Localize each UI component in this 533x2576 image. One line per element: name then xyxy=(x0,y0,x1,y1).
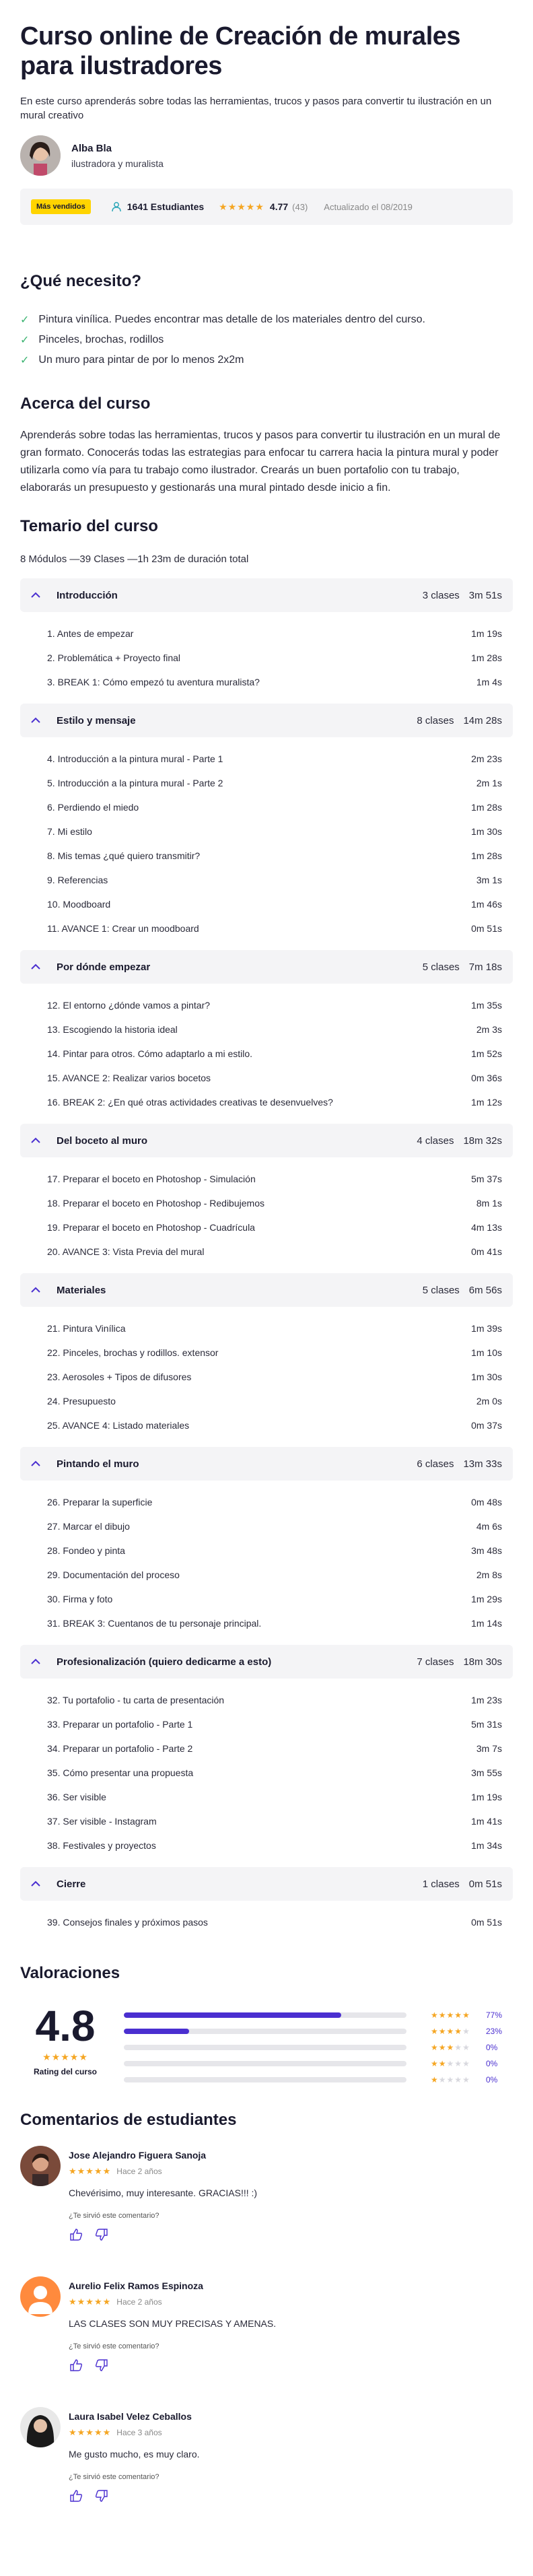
lesson-item[interactable] xyxy=(20,1042,513,1066)
rating-stars-icon: ★★★★★ xyxy=(219,201,264,212)
rating-bar-track xyxy=(124,2045,406,2050)
lesson-item[interactable] xyxy=(20,1389,513,1413)
module-duration: 3m 51s xyxy=(468,589,502,601)
lesson-title[interactable]: 12. El entorno ¿dónde vamos a pintar? xyxy=(47,1000,211,1011)
lesson-duration: 1m 10s xyxy=(471,1347,502,1358)
requirement-text: Pintura vinílica. Puedes encontrar mas detalle de los materiales dentro del curso. xyxy=(38,314,425,325)
rating-bar-track xyxy=(124,2077,406,2082)
about-text: Aprenderás sobre todas las herramientas, trucos y pasos para convertir tu ilustración en un mural de gran formato. Conocerás todas las estrategias para enfocar tu carrera hacia la pintura mural y poder utilizarla como vía para tu trabajo como ilustrador. Crearás un buen portafolio con tu trabajo, elaborarás un presupuesto y gestionarás una mural pintado desde inicio a fin. xyxy=(20,430,501,494)
lesson-item[interactable] xyxy=(20,1563,513,1587)
lesson-list xyxy=(20,1679,513,1867)
module-title: Materiales xyxy=(57,1284,106,1296)
lesson-duration: 2m 0s xyxy=(476,1396,502,1406)
comment-item xyxy=(20,2146,513,2276)
module-header[interactable] xyxy=(20,950,513,984)
module-duration: 13m 33s xyxy=(463,1458,502,1470)
author-role: ilustradora y muralista xyxy=(71,158,164,169)
lesson-title[interactable]: 37. Ser visible - Instagram xyxy=(47,1816,157,1827)
lesson-title[interactable]: 4. Introducción a la pintura mural - Parte 1 xyxy=(47,753,223,764)
rating-count: (43) xyxy=(292,201,308,212)
lesson-duration: 1m 46s xyxy=(471,899,502,910)
rating-bar-fill xyxy=(124,2012,341,2018)
thumbs-up-icon[interactable] xyxy=(69,2489,83,2503)
syllabus-heading: Temario del curso xyxy=(20,517,158,535)
module-duration: 18m 30s xyxy=(463,1656,502,1668)
lesson-duration: 1m 4s xyxy=(476,677,502,687)
comment-feedback xyxy=(69,2489,200,2503)
lesson-item[interactable] xyxy=(20,1514,513,1538)
lesson-item[interactable] xyxy=(20,1240,513,1264)
lesson-duration: 1m 12s xyxy=(471,1097,502,1108)
lesson-duration: 1m 19s xyxy=(471,628,502,639)
lesson-title[interactable]: 11. AVANCE 1: Crear un moodboard xyxy=(47,923,199,934)
lesson-item[interactable] xyxy=(20,1587,513,1611)
rating-bar-stars-icon: ★★★★★ xyxy=(431,2075,470,2084)
rating-bar-track xyxy=(124,2061,406,2066)
lesson-duration: 3m 7s xyxy=(476,1743,502,1754)
commenter-avatar xyxy=(20,2276,61,2317)
module xyxy=(20,578,513,704)
requirement-item xyxy=(20,350,513,370)
lesson-item[interactable] xyxy=(20,1090,513,1114)
lesson-duration: 1m 30s xyxy=(471,826,502,837)
lesson-duration: 0m 36s xyxy=(471,1073,502,1083)
requirements-list xyxy=(20,310,513,370)
requirement-text: Un muro para pintar de por lo menos 2x2m xyxy=(38,354,244,366)
comment-date: Hace 2 años xyxy=(116,2297,162,2307)
comment-date: Hace 2 años xyxy=(116,2167,162,2176)
lesson-item[interactable] xyxy=(20,1413,513,1437)
comment-useful-label: ¿Te sirvió este comentario? xyxy=(69,2473,159,2481)
rating-bar-percent: 0% xyxy=(486,2075,498,2084)
comment-body xyxy=(69,2407,200,2538)
module-class-count: 8 clases xyxy=(417,714,454,726)
lesson-title[interactable]: 7. Mi estilo xyxy=(47,826,92,837)
chevron-up-icon[interactable] xyxy=(31,1878,43,1889)
lesson-duration: 1m 52s xyxy=(471,1048,502,1059)
lesson-duration: 3m 1s xyxy=(476,875,502,885)
lesson-duration: 1m 30s xyxy=(471,1371,502,1382)
check-icon: ✓ xyxy=(20,355,30,366)
lesson-item[interactable] xyxy=(20,1490,513,1514)
chevron-up-icon[interactable] xyxy=(31,715,43,726)
lesson-duration: 4m 13s xyxy=(471,1222,502,1233)
overall-rating xyxy=(20,2003,110,2084)
lesson-title[interactable]: 17. Preparar el boceto en Photoshop - Simulación xyxy=(47,1174,256,1184)
lesson-duration: 2m 1s xyxy=(476,778,502,788)
lesson-title[interactable]: 31. BREAK 3: Cuentanos de tu personaje principal. xyxy=(47,1618,262,1629)
module-class-count: 7 clases xyxy=(417,1656,454,1668)
module-title: Por dónde empezar xyxy=(57,961,151,973)
lesson-title[interactable]: 35. Cómo presentar una propuesta xyxy=(47,1767,194,1778)
rating-bar-fill xyxy=(124,2029,189,2034)
lesson-title[interactable]: 23. Aerosoles + Tipos de difusores xyxy=(47,1371,192,1382)
stats-bar xyxy=(20,189,513,225)
lesson-title[interactable]: 16. BREAK 2: ¿En qué otras actividades creativas te desenvuelves? xyxy=(47,1097,333,1108)
lesson-item[interactable] xyxy=(20,1736,513,1761)
rating-bar-stars-icon: ★★★★★ xyxy=(431,2027,470,2036)
syllabus-summary: 8 Módulos —39 Clases —1h 23m de duración total xyxy=(20,553,249,565)
module-class-count: 1 clases xyxy=(422,1878,460,1890)
lesson-item[interactable] xyxy=(20,993,513,1017)
lesson-title[interactable]: 8. Mis temas ¿qué quiero transmitir? xyxy=(47,850,201,861)
lesson-list xyxy=(20,612,513,704)
lesson-duration: 1m 28s xyxy=(471,850,502,861)
chevron-up-icon[interactable] xyxy=(31,1135,43,1146)
author-block[interactable] xyxy=(20,135,513,176)
requirement-item xyxy=(20,310,513,330)
lesson-item[interactable] xyxy=(20,1215,513,1240)
lesson-item[interactable] xyxy=(20,1809,513,1833)
lesson-title[interactable]: 38. Festivales y proyectos xyxy=(47,1840,156,1851)
rating-bar-track xyxy=(124,2029,406,2034)
course-rating xyxy=(219,201,308,213)
module xyxy=(20,1867,513,1944)
comment-meta xyxy=(69,2427,200,2438)
lesson-title[interactable]: 13. Escogiendo la historia ideal xyxy=(47,1024,178,1035)
thumbs-up-icon[interactable] xyxy=(69,2228,83,2241)
module-header[interactable] xyxy=(20,1867,513,1901)
module-title: Estilo y mensaje xyxy=(57,714,136,726)
module-header[interactable] xyxy=(20,1124,513,1157)
lesson-item[interactable] xyxy=(20,771,513,795)
thumbs-up-icon[interactable] xyxy=(69,2359,83,2372)
lesson-title[interactable]: 10. Moodboard xyxy=(47,899,111,910)
author-name[interactable]: Alba Bla xyxy=(71,142,112,154)
module-duration: 6m 56s xyxy=(468,1284,502,1296)
comment-feedback xyxy=(69,2359,276,2372)
commenter-avatar xyxy=(20,2146,61,2186)
lesson-duration: 5m 37s xyxy=(471,1174,502,1184)
students-icon xyxy=(111,201,122,212)
module-duration: 14m 28s xyxy=(463,714,502,726)
lesson-duration: 3m 48s xyxy=(471,1545,502,1556)
lesson-duration: 1m 28s xyxy=(471,802,502,813)
lesson-duration: 0m 51s xyxy=(471,1917,502,1928)
rating-bar-stars-icon: ★★★★★ xyxy=(431,2059,470,2068)
rating-bar-track xyxy=(124,2012,406,2018)
comment-stars-icon: ★★★★★ xyxy=(69,2297,112,2307)
comment-useful-label: ¿Te sirvió este comentario? xyxy=(69,2342,159,2350)
lesson-duration: 0m 41s xyxy=(471,1246,502,1257)
rating-bar-row xyxy=(124,2007,513,2023)
lesson-duration: 1m 41s xyxy=(471,1816,502,1827)
chevron-up-icon[interactable] xyxy=(31,590,43,601)
lesson-item[interactable] xyxy=(20,1341,513,1365)
about-section xyxy=(20,395,513,497)
lesson-list xyxy=(20,1901,513,1944)
requirement-item xyxy=(20,330,513,350)
check-icon: ✓ xyxy=(20,314,30,326)
chevron-up-icon[interactable] xyxy=(31,1458,43,1469)
lesson-title[interactable]: 30. Firma y foto xyxy=(47,1594,113,1604)
rating-distribution xyxy=(124,2003,513,2084)
lesson-title[interactable]: 36. Ser visible xyxy=(47,1792,106,1802)
lesson-title[interactable]: 25. AVANCE 4: Listado materiales xyxy=(47,1420,190,1431)
chevron-up-icon[interactable] xyxy=(31,1285,43,1295)
comment-text: Chevérisimo, muy interesante. GRACIAS!!! :) xyxy=(69,2188,258,2198)
lesson-title[interactable]: 39. Consejos finales y próximos pasos xyxy=(47,1917,208,1928)
lesson-duration: 1m 23s xyxy=(471,1695,502,1705)
lesson-title[interactable]: 24. Presupuesto xyxy=(47,1396,116,1406)
module-list xyxy=(20,578,513,1944)
comment-body xyxy=(69,2146,257,2276)
syllabus-section xyxy=(20,517,513,1944)
comment-meta xyxy=(69,2297,276,2307)
lesson-title[interactable]: 27. Marcar el dibujo xyxy=(47,1521,130,1532)
lesson-list xyxy=(20,984,513,1124)
lesson-duration: 1m 29s xyxy=(471,1594,502,1604)
lesson-list xyxy=(20,1481,513,1645)
lesson-duration: 8m 1s xyxy=(476,1198,502,1209)
lesson-title[interactable]: 1. Antes de empezar xyxy=(47,628,134,639)
lesson-duration: 2m 23s xyxy=(471,753,502,764)
lesson-item[interactable] xyxy=(20,1167,513,1191)
module xyxy=(20,1273,513,1447)
lesson-title[interactable]: 14. Pintar para otros. Cómo adaptarlo a mi estilo. xyxy=(47,1048,253,1059)
module-class-count: 5 clases xyxy=(422,961,460,973)
lesson-item[interactable] xyxy=(20,819,513,844)
module-header[interactable] xyxy=(20,1273,513,1307)
author-photo-icon xyxy=(20,135,61,176)
lesson-item[interactable] xyxy=(20,1017,513,1042)
module-header[interactable] xyxy=(20,704,513,737)
course-subtitle: En este curso aprenderás sobre todas las herramientas, trucos y pasos para convertir tu ilustración en un mural creativo xyxy=(20,96,492,121)
lesson-title[interactable]: 18. Preparar el boceto en Photoshop - Redibujemos xyxy=(47,1198,264,1209)
comment-text: Me gusto mucho, es muy claro. xyxy=(69,2449,200,2460)
lesson-item[interactable] xyxy=(20,1066,513,1090)
rating-bar-stars-icon: ★★★★★ xyxy=(431,2010,470,2020)
lesson-item[interactable] xyxy=(20,1785,513,1809)
rating-bar-row xyxy=(124,2023,513,2039)
lesson-duration: 1m 14s xyxy=(471,1618,502,1629)
lesson-title[interactable]: 33. Preparar un portafolio - Parte 1 xyxy=(47,1719,193,1730)
lesson-duration: 0m 51s xyxy=(471,923,502,934)
lesson-list xyxy=(20,1157,513,1273)
lesson-item[interactable] xyxy=(20,844,513,868)
module-header[interactable] xyxy=(20,578,513,612)
about-heading: Acerca del curso xyxy=(20,395,151,413)
lesson-item[interactable] xyxy=(20,892,513,916)
rating-bar-row xyxy=(124,2056,513,2072)
module-duration: 18m 32s xyxy=(463,1134,502,1147)
lesson-item[interactable] xyxy=(20,621,513,646)
module xyxy=(20,1447,513,1645)
lesson-item[interactable] xyxy=(20,868,513,892)
ratings-heading: Valoraciones xyxy=(20,1964,120,1982)
lesson-duration: 0m 48s xyxy=(471,1497,502,1507)
overall-rating-value: 4.8 xyxy=(35,2002,96,2050)
chevron-up-icon[interactable] xyxy=(31,1656,43,1667)
module-class-count: 5 clases xyxy=(422,1284,460,1296)
comment-meta xyxy=(69,2166,257,2177)
lesson-title[interactable]: 19. Preparar el boceto en Photoshop - Cuadrícula xyxy=(47,1222,255,1233)
lesson-title[interactable]: 20. AVANCE 3: Vista Previa del mural xyxy=(47,1246,205,1257)
commenter-name: Aurelio Felix Ramos Espinoza xyxy=(69,2280,203,2291)
lesson-duration: 1m 28s xyxy=(471,652,502,663)
requirement-text: Pinceles, brochas, rodillos xyxy=(38,334,164,345)
students-count xyxy=(111,201,204,212)
chevron-up-icon[interactable] xyxy=(31,961,43,972)
lesson-list xyxy=(20,737,513,950)
lesson-duration: 2m 8s xyxy=(476,1569,502,1580)
lesson-item[interactable] xyxy=(20,1316,513,1341)
lesson-duration: 2m 3s xyxy=(476,1024,502,1035)
rating-bar-percent: 77% xyxy=(486,2010,503,2020)
lesson-title[interactable]: 3. BREAK 1: Cómo empezó tu aventura muralista? xyxy=(47,677,260,687)
lesson-item[interactable] xyxy=(20,1365,513,1389)
lesson-title[interactable]: 28. Fondeo y pinta xyxy=(47,1545,125,1556)
lesson-title[interactable]: 29. Documentación del proceso xyxy=(47,1569,180,1580)
module-class-count: 6 clases xyxy=(417,1458,454,1470)
requirements-heading: ¿Qué necesito? xyxy=(20,272,142,290)
thumbs-down-icon[interactable] xyxy=(94,2228,109,2241)
lesson-duration: 3m 55s xyxy=(471,1767,502,1778)
rating-bar-row xyxy=(124,2039,513,2056)
bestseller-badge: Más vendidos xyxy=(31,199,91,214)
module-duration: 7m 18s xyxy=(468,961,502,973)
students-label: 1641 Estudiantes xyxy=(127,201,205,212)
lesson-item[interactable] xyxy=(20,1712,513,1736)
lesson-duration: 1m 35s xyxy=(471,1000,502,1011)
lesson-title[interactable]: 21. Pintura Vinílica xyxy=(47,1323,126,1334)
lesson-item[interactable] xyxy=(20,1761,513,1785)
lesson-duration: 1m 39s xyxy=(471,1323,502,1334)
comment-stars-icon: ★★★★★ xyxy=(69,2166,112,2176)
check-icon: ✓ xyxy=(20,335,30,346)
module-header[interactable] xyxy=(20,1447,513,1481)
comments-heading: Comentarios de estudiantes xyxy=(20,2111,237,2129)
comment-item xyxy=(20,2276,513,2407)
requirements-section xyxy=(20,272,513,370)
ratings-section xyxy=(20,1964,513,2084)
lesson-item[interactable] xyxy=(20,916,513,941)
thumbs-down-icon[interactable] xyxy=(94,2489,109,2503)
lesson-title[interactable]: 22. Pinceles, brochas y rodillos. extensor xyxy=(47,1347,219,1358)
rating-bar-percent: 23% xyxy=(486,2027,503,2036)
lesson-item[interactable] xyxy=(20,1611,513,1635)
lesson-duration: 4m 6s xyxy=(476,1521,502,1532)
lesson-title[interactable]: 5. Introducción a la pintura mural - Parte 2 xyxy=(47,778,223,788)
page-title: Curso online de Creación de murales para ilustradores xyxy=(20,22,461,80)
lesson-title[interactable]: 15. AVANCE 2: Realizar varios bocetos xyxy=(47,1073,211,1083)
module-title: Cierre xyxy=(57,1878,86,1890)
lesson-duration: 1m 34s xyxy=(471,1840,502,1851)
module-title: Pintando el muro xyxy=(57,1458,139,1470)
lesson-item[interactable] xyxy=(20,1688,513,1712)
rating-bar-row xyxy=(124,2072,513,2088)
module xyxy=(20,704,513,950)
lesson-item[interactable] xyxy=(20,1910,513,1934)
module-class-count: 4 clases xyxy=(417,1134,454,1147)
comment-text: LAS CLASES SON MUY PRECISAS Y AMENAS. xyxy=(69,2318,277,2329)
module xyxy=(20,950,513,1124)
comment-useful-label: ¿Te sirvió este comentario? xyxy=(69,2212,159,2220)
rating-bar-percent: 0% xyxy=(486,2059,498,2068)
rating-bar-percent: 0% xyxy=(486,2043,498,2052)
module-title: Introducción xyxy=(57,589,118,601)
comments-section xyxy=(20,2111,513,2538)
module-title: Profesionalización (quiero dedicarme a esto) xyxy=(57,1656,272,1668)
lesson-item[interactable] xyxy=(20,1538,513,1563)
lesson-item[interactable] xyxy=(20,1833,513,1858)
rating-bar-stars-icon: ★★★★★ xyxy=(431,2043,470,2052)
lesson-title[interactable]: 9. Referencias xyxy=(47,875,108,885)
comment-body xyxy=(69,2276,276,2407)
thumbs-down-icon[interactable] xyxy=(94,2359,109,2372)
module-header[interactable] xyxy=(20,1645,513,1679)
comment-date: Hace 3 años xyxy=(116,2428,162,2437)
lesson-list xyxy=(20,1307,513,1447)
comment-item xyxy=(20,2407,513,2538)
module-title: Del boceto al muro xyxy=(57,1134,148,1147)
lesson-title[interactable]: 2. Problemática + Proyecto final xyxy=(47,652,181,663)
module-class-count: 3 clases xyxy=(422,589,460,601)
lesson-item[interactable] xyxy=(20,646,513,670)
module-duration: 0m 51s xyxy=(468,1878,502,1890)
module xyxy=(20,1124,513,1273)
comment-feedback xyxy=(69,2228,257,2241)
lesson-item[interactable] xyxy=(20,795,513,819)
lesson-title[interactable]: 26. Preparar la superficie xyxy=(47,1497,153,1507)
lesson-item[interactable] xyxy=(20,1191,513,1215)
commenter-name: Jose Alejandro Figuera Sanoja xyxy=(69,2150,207,2161)
lesson-duration: 0m 37s xyxy=(471,1420,502,1431)
commenter-name: Laura Isabel Velez Ceballos xyxy=(69,2411,192,2422)
overall-rating-label: Rating del curso xyxy=(33,2067,97,2076)
lesson-duration: 5m 31s xyxy=(471,1719,502,1730)
commenter-avatar xyxy=(20,2407,61,2447)
lesson-title[interactable]: 32. Tu portafolio - tu carta de presentación xyxy=(47,1695,225,1705)
lesson-duration: 1m 19s xyxy=(471,1792,502,1802)
module xyxy=(20,1645,513,1867)
overall-stars-icon: ★★★★★ xyxy=(42,2052,88,2062)
updated-date: Actualizado el 08/2019 xyxy=(324,201,413,212)
rating-value: 4.77 xyxy=(269,201,289,212)
author-avatar[interactable] xyxy=(20,135,61,176)
comment-list xyxy=(20,2146,513,2538)
lesson-item[interactable] xyxy=(20,747,513,771)
comment-stars-icon: ★★★★★ xyxy=(69,2427,112,2437)
lesson-title[interactable]: 6. Perdiendo el miedo xyxy=(47,802,139,813)
lesson-item[interactable] xyxy=(20,670,513,694)
lesson-title[interactable]: 34. Preparar un portafolio - Parte 2 xyxy=(47,1743,193,1754)
